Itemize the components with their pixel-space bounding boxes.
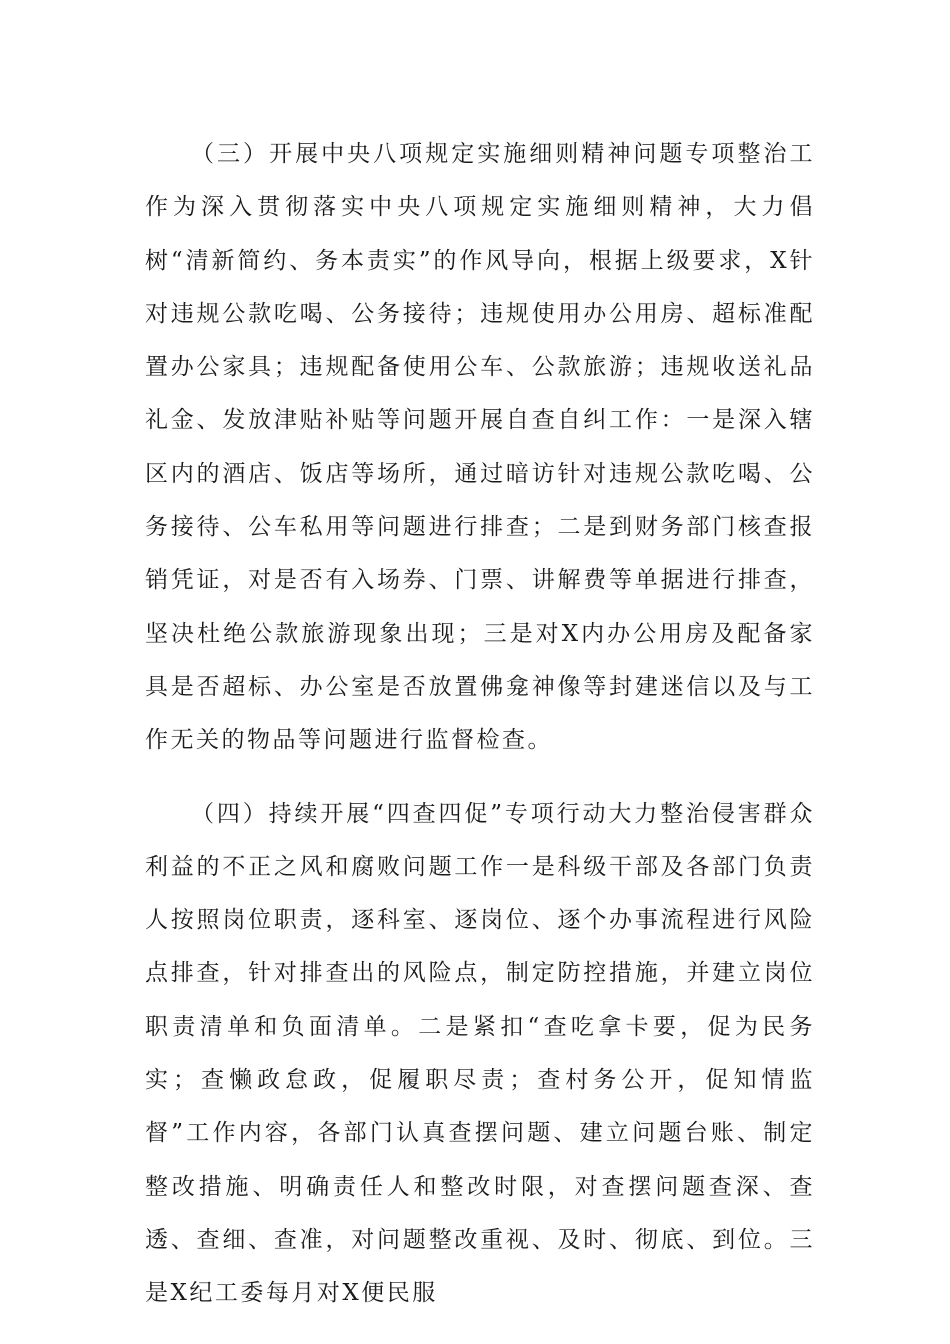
document-body	[145, 128, 815, 1321]
paragraph-section-4: （四）持续开展“四查四促”专项行动大力整治侵害群众利益的不正之风和腐败问题工作一是科级干部及各部门负责人按照岗位职责，逐科室、逐岗位、逐个办事流程进行风险点排查，针对排查出的风险点，制定防控措施，并建立岗位职责清单和负面清单。二是紧扣“查吃拿卡要，促为民务实；查懒政怠政，促履职尽责；查村务公开，促知情监督”工作内容，各部门认真查摆问题、建立问题台账、制定整改措施、明确责任人和整改时限，对查摆问题查深、查透、查细、查准，对问题整改重视、及时、彻底、到位。三是X纪工委每月对X便民服	[145, 800, 815, 1307]
paragraph-section-3: （三）开展中央八项规定实施细则精神问题专项整治工作为深入贯彻落实中央八项规定实施细则精神，大力倡树“清新简约、务本责实”的作风导向，根据上级要求，X针对违规公款吃喝、公务接待；违规使用办公用房、超标准配置办公家具；违规配备使用公车、公款旅游；违规收送礼品礼金、发放津贴补贴等问题开展自查自纠工作：一是深入辖区内的酒店、饭店等场所，通过暗访针对违规公款吃喝、公务接待、公车私用等问题进行排查；二是到财务部门核查报销凭证，对是否有入场券、门票、讲解费等单据进行排查，坚决杜绝公款旅游现象出现；三是对X内办公用房及配备家具是否超标、办公室是否放置佛龛神像等封建迷信以及与工作无关的物品等问题进行监督检查。	[145, 141, 815, 754]
